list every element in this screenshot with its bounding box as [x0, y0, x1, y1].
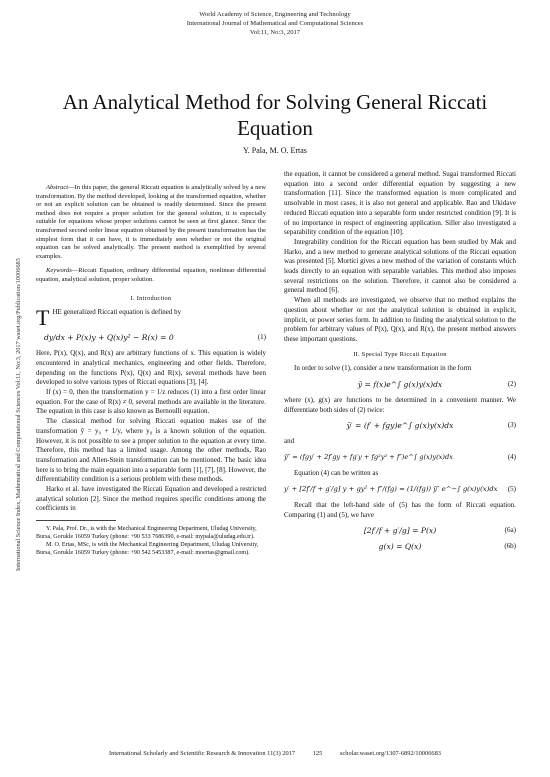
- right-paragraph-7: Recall that the left-hand side of (5) has the form of Riccati equation. Comparing (1) and (5), we have: [284, 500, 516, 519]
- header-line-1: World Academy of Science, Engineering and Technology: [199, 11, 351, 18]
- right-paragraph-1: the equation, it cannot be considered a general method. Sugai transformed Riccati equation into a second order differential equation by suggesting a new transformation [11]. Since the transformed equation is more complicated and unsolvable in most cases, it is also not general and applicable. Rao and Ukidave reduced Riccati equation into a separable form under restricted condition [9]. It is of no importance in respect of engineering application. Siller also investigated a separability condition of the equation [10].: [284, 170, 516, 237]
- equation-3: [284, 415, 516, 437]
- footnote-1: Y. Pala, Prof. Dr., is with the Mechanical Engineering Department, Uludag University, Bursa, Gorukle 16059 Turkey (phone: +90 533 7686390, e-mail: mypala@uludag.edu.tr).: [36, 525, 257, 540]
- drop-cap: T: [36, 305, 50, 331]
- footer-page-number: 125: [312, 750, 323, 757]
- keywords-text: —Riccati Equation, ordinary differential equation, nonlinear differential equation, analytical solution, proper solution.: [36, 267, 266, 283]
- equation-6a-body: [2f′/f + g′/g] = P(x): [363, 526, 437, 536]
- equation-5: [284, 479, 516, 501]
- right-paragraph-5: where (x), g(x) are functions to be determined in a convenient manner. We differentiate both sides of (2) twice:: [284, 396, 516, 414]
- left-column: [36, 184, 266, 557]
- equation-1-body: dy/dx + P(x)y + Q(x)y² − R(x) = 0: [44, 333, 174, 343]
- footer-url: scholar.waset.org/1307-6892/10006683: [339, 750, 441, 757]
- abstract-label: Abstract: [46, 184, 69, 191]
- intro-paragraph-3: If (x) = 0, then the transformation y = 1/z reduces (1) into a first order linear equation. For the case of R(x) ≠ 0, several methods are available in the literature. The equation in this case is also known as Bernoulli equation.: [36, 388, 266, 416]
- equation-5-number: (5): [507, 484, 516, 493]
- right-paragraph-3: When all methods are investigated, we observe that no method explains the question about whether or not the analytical solution is obtained in explicit, implicit, or power series form. In addition to finding the analytical solution to the problem for arbitrary values of P(x), Q(x), and R(x), the present method answers these important questions.: [284, 296, 516, 343]
- intro-paragraph-2: Here, P(x), Q(x), and R(x) are arbitrary functions of x. This equation is widely encountered in analytical mechanics, engineering and other fields. Therefore, depending on the functions P(x), Q(x) and R(x), several methods have been developed to solve various types of Riccati equations [3], [4].: [36, 349, 266, 387]
- section-heading-introduction: I. Introduction: [130, 294, 172, 302]
- equation-2: [284, 374, 516, 396]
- right-paragraph-4: In order to solve (1), consider a new transformation in the form: [294, 364, 472, 373]
- and-text: and: [284, 437, 295, 446]
- section-heading-special-type: II. Special Type Riccati Equation: [353, 350, 447, 358]
- keywords: [36, 267, 266, 284]
- sidebar-citation: [12, 196, 24, 571]
- intro-text-1: HE generalized Riccati equation is defined by: [52, 308, 182, 317]
- abstract-text: —In this paper, the general Riccati equation is analytically solved by a new transformation. By the method developed, looking at the transformed equation, whether or not an explicit solution can be obtained is readily determined. Since the present method does not require a proper solution for the general solution, it is especially suitable for equations whose proper solutions cannot be seen at first glance. Since the transformed second order linear equation obtained by the present transformation has the simplest form that it can have, it is immediately seen whether or not the original equation can be solved analytically. The present method is exemplified by several examples.: [36, 184, 266, 260]
- equation-6a-number: (6a): [504, 526, 516, 535]
- equation-6b: [284, 536, 516, 552]
- journal-header: [0, 10, 550, 37]
- equation-4-number: (4): [507, 453, 516, 462]
- keywords-label: Keywords: [46, 267, 72, 275]
- equation-5-body: y′ + [2f′/f + g′/g] y + gy² + f″/(fg) = (1/(fg)) ȳ″ e^−∫ g(x)y(x)dx: [284, 484, 498, 493]
- equation-6b-body: g(x) = Q(x): [378, 542, 422, 552]
- equation-1: [36, 327, 266, 349]
- intro-paragraph-1: [36, 305, 266, 331]
- equation-4-body: ȳ″ = (fgy′ + 2f′gy + fg′y + fg²y² + f″)e^∫ g(x)y(x)dx: [284, 453, 453, 462]
- equation-6a: [284, 520, 516, 536]
- header-line-2: International Journal of Mathematical and Computational Sciences: [186, 20, 364, 27]
- equation-4: [284, 447, 516, 469]
- intro-paragraph-5: Harko et al. have investigated the Riccati Equation and developed a restricted analytical solution [2]. Since the method requires specific conditions among the coefficients in: [36, 485, 266, 513]
- footer-journal: International Scholarly and Scientific Research & Innovation 11(3) 2017: [109, 750, 296, 757]
- paper-title: An Analytical Method for Solving General Riccati Equation: [62, 90, 488, 140]
- footnote-2: M. O. Ertas, MSc, is with the Mechanical Engineering Department, Uludag University, Bursa, Gorukle 16059 Turkey (phone: +90 542 5453387, e-mail: moertas@gmail.com).: [36, 541, 259, 556]
- equation-1-number: (1): [257, 333, 266, 342]
- footnote-divider: [36, 520, 116, 521]
- paper-authors: Y. Pala, M. O. Ertas: [243, 146, 307, 155]
- header-line-3: Vol:11, No:3, 2017: [249, 29, 301, 36]
- equation-6b-number: (6b): [504, 542, 516, 551]
- right-paragraph-6: Equation (4) can be written as: [294, 469, 379, 478]
- intro-paragraph-4: The classical method for solving Riccati equation makes use of the transformation ȳ = y₀ + 1/y, where y₀ is a known solution of the equation. However, it is not possible to see a proper solution to the equation at every time. Therefore, this method has a limited usage. Among the other methods, Rao transformation and Allen-Stein transformation can be mentioned. The basic idea here is to bring the main equation into a separable form [1], [7], [8]. However, the differentiability condition is a serious problem with these methods.: [36, 417, 266, 484]
- equation-2-body: ȳ = f(x)e^∫ g(x)y(x)dx: [357, 380, 443, 390]
- abstract: [36, 184, 266, 261]
- page-footer: [0, 750, 550, 757]
- right-paragraph-2: Integrability condition for the Riccati equation has been studied by Mak and Harko, and a new method to generate analytical solutions of the Riccati equation was presented [5]. Mortici gives a new method of the variation of constants which leads directly to an equation with separable variables. This method also imposes several restrictions on the solution. Therefore, it cannot also be considered a general method [6].: [284, 237, 516, 295]
- equation-3-number: (3): [507, 421, 516, 430]
- equation-3-body: ȳ′ = (f′ + fgy)e^∫ g(x)y(x)dx: [346, 421, 454, 431]
- right-column: [284, 170, 516, 552]
- sidebar-text: International Science Index, Mathematical and Computational Sciences Vol:11, No:3, 2017 waset.org/Publication/10006683: [15, 258, 22, 571]
- equation-2-number: (2): [507, 380, 516, 389]
